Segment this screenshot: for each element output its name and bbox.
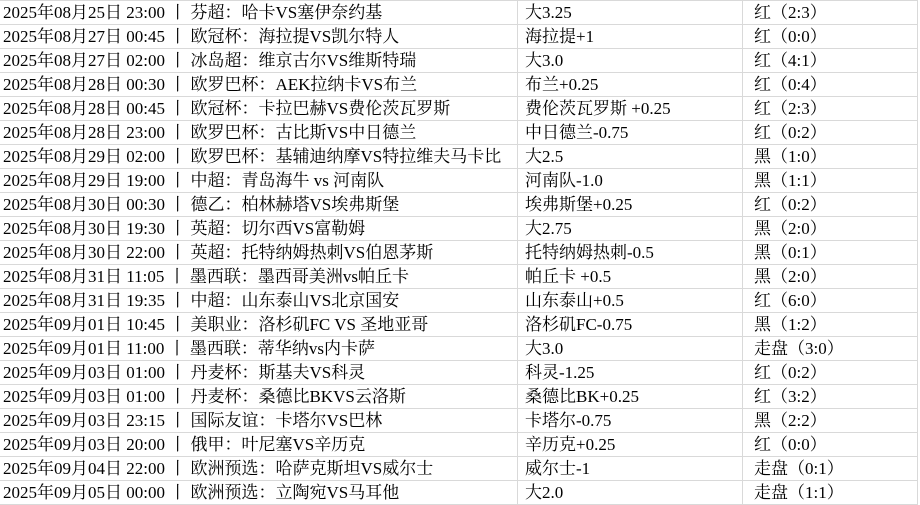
table-row bbox=[0, 409, 918, 433]
match-info-cell: 2025年08月27日 00:45 丨 欧冠杯：海拉提VS凯尔特人 bbox=[0, 25, 518, 48]
bet-cell: 洛杉矶FC-0.75 bbox=[518, 313, 743, 336]
bet-cell: 科灵-1.25 bbox=[518, 361, 743, 384]
bet-cell: 中日德兰-0.75 bbox=[518, 121, 743, 144]
match-info-cell: 2025年08月30日 22:00 丨 英超：托特纳姆热刺VS伯恩茅斯 bbox=[0, 241, 518, 264]
result-cell: 黑（0:1） bbox=[743, 241, 918, 264]
match-info-cell: 2025年08月31日 19:35 丨 中超：山东泰山VS北京国安 bbox=[0, 289, 518, 312]
bet-cell: 大3.0 bbox=[518, 49, 743, 72]
table-row bbox=[0, 241, 918, 265]
match-info-cell: 2025年08月28日 00:30 丨 欧罗巴杯：AEK拉纳卡VS布兰 bbox=[0, 73, 518, 96]
table-row bbox=[0, 385, 918, 409]
bet-cell: 大2.75 bbox=[518, 217, 743, 240]
table-row bbox=[0, 73, 918, 97]
table-row bbox=[0, 481, 918, 505]
result-cell: 红（0:2） bbox=[743, 193, 918, 216]
match-info-cell: 2025年08月31日 11:05 丨 墨西联：墨西哥美洲vs帕丘卡 bbox=[0, 265, 518, 288]
result-cell: 红（0:0） bbox=[743, 25, 918, 48]
table-row bbox=[0, 121, 918, 145]
match-info-cell: 2025年08月30日 19:30 丨 英超：切尔西VS富勒姆 bbox=[0, 217, 518, 240]
result-cell: 红（3:2） bbox=[743, 385, 918, 408]
bet-cell: 费伦茨瓦罗斯 +0.25 bbox=[518, 97, 743, 120]
result-cell: 黑（2:0） bbox=[743, 265, 918, 288]
match-info-cell: 2025年09月03日 23:15 丨 国际友谊：卡塔尔VS巴林 bbox=[0, 409, 518, 432]
table-row bbox=[0, 169, 918, 193]
bet-cell: 帕丘卡 +0.5 bbox=[518, 265, 743, 288]
table-row bbox=[0, 457, 918, 481]
table-row bbox=[0, 145, 918, 169]
bet-cell: 海拉提+1 bbox=[518, 25, 743, 48]
result-cell: 红（0:0） bbox=[743, 433, 918, 456]
match-info-cell: 2025年09月01日 10:45 丨 美职业：洛杉矶FC VS 圣地亚哥 bbox=[0, 313, 518, 336]
result-cell: 红（2:3） bbox=[743, 1, 918, 24]
table-row bbox=[0, 433, 918, 457]
bet-cell: 山东泰山+0.5 bbox=[518, 289, 743, 312]
table-row bbox=[0, 289, 918, 313]
match-info-cell: 2025年09月05日 00:00 丨 欧洲预选：立陶宛VS马耳他 bbox=[0, 481, 518, 504]
bet-cell: 桑德比BK+0.25 bbox=[518, 385, 743, 408]
result-cell: 红（2:3） bbox=[743, 97, 918, 120]
match-info-cell: 2025年09月04日 22:00 丨 欧洲预选：哈萨克斯坦VS威尔士 bbox=[0, 457, 518, 480]
match-info-cell: 2025年08月28日 00:45 丨 欧冠杯：卡拉巴赫VS费伦茨瓦罗斯 bbox=[0, 97, 518, 120]
table-row bbox=[0, 97, 918, 121]
table-row bbox=[0, 337, 918, 361]
bet-cell: 布兰+0.25 bbox=[518, 73, 743, 96]
bet-cell: 埃弗斯堡+0.25 bbox=[518, 193, 743, 216]
bet-cell: 大2.0 bbox=[518, 481, 743, 504]
bet-cell: 威尔士-1 bbox=[518, 457, 743, 480]
bet-cell: 卡塔尔-0.75 bbox=[518, 409, 743, 432]
bet-cell: 辛历克+0.25 bbox=[518, 433, 743, 456]
table-row bbox=[0, 361, 918, 385]
result-cell: 红（4:1） bbox=[743, 49, 918, 72]
result-cell: 走盘（0:1） bbox=[743, 457, 918, 480]
match-info-cell: 2025年08月29日 02:00 丨 欧罗巴杯：基辅迪纳摩VS特拉维夫马卡比 bbox=[0, 145, 518, 168]
bet-cell: 托特纳姆热刺-0.5 bbox=[518, 241, 743, 264]
match-info-cell: 2025年08月28日 23:00 丨 欧罗巴杯：古比斯VS中日德兰 bbox=[0, 121, 518, 144]
result-cell: 黑（1:2） bbox=[743, 313, 918, 336]
match-info-cell: 2025年08月27日 02:00 丨 冰岛超：维京古尔VS维斯特瑞 bbox=[0, 49, 518, 72]
result-cell: 走盘（3:0） bbox=[743, 337, 918, 360]
table-row bbox=[0, 1, 918, 25]
table-row bbox=[0, 217, 918, 241]
match-info-cell: 2025年09月03日 01:00 丨 丹麦杯：桑德比BKVS云洛斯 bbox=[0, 385, 518, 408]
result-cell: 红（0:2） bbox=[743, 121, 918, 144]
result-cell: 黑（2:0） bbox=[743, 217, 918, 240]
result-cell: 黑（2:2） bbox=[743, 409, 918, 432]
match-info-cell: 2025年09月03日 20:00 丨 俄甲：叶尼塞VS辛历克 bbox=[0, 433, 518, 456]
result-cell: 黑（1:1） bbox=[743, 169, 918, 192]
match-info-cell: 2025年08月25日 23:00 丨 芬超：哈卡VS塞伊奈约基 bbox=[0, 1, 518, 24]
result-cell: 黑（1:0） bbox=[743, 145, 918, 168]
result-cell: 走盘（1:1） bbox=[743, 481, 918, 504]
bet-cell: 河南队-1.0 bbox=[518, 169, 743, 192]
match-info-cell: 2025年09月03日 01:00 丨 丹麦杯：斯基夫VS科灵 bbox=[0, 361, 518, 384]
bet-cell: 大2.5 bbox=[518, 145, 743, 168]
table-row bbox=[0, 313, 918, 337]
bet-cell: 大3.0 bbox=[518, 337, 743, 360]
table-row bbox=[0, 25, 918, 49]
table-row bbox=[0, 193, 918, 217]
table-row bbox=[0, 265, 918, 289]
result-cell: 红（0:2） bbox=[743, 361, 918, 384]
result-cell: 红（6:0） bbox=[743, 289, 918, 312]
table-row bbox=[0, 49, 918, 73]
match-info-cell: 2025年08月29日 19:00 丨 中超：青岛海牛 vs 河南队 bbox=[0, 169, 518, 192]
match-info-cell: 2025年08月30日 00:30 丨 德乙：柏林赫塔VS埃弗斯堡 bbox=[0, 193, 518, 216]
bet-cell: 大3.25 bbox=[518, 1, 743, 24]
result-cell: 红（0:4） bbox=[743, 73, 918, 96]
match-info-cell: 2025年09月01日 11:00 丨 墨西联：蒂华纳vs内卡萨 bbox=[0, 337, 518, 360]
